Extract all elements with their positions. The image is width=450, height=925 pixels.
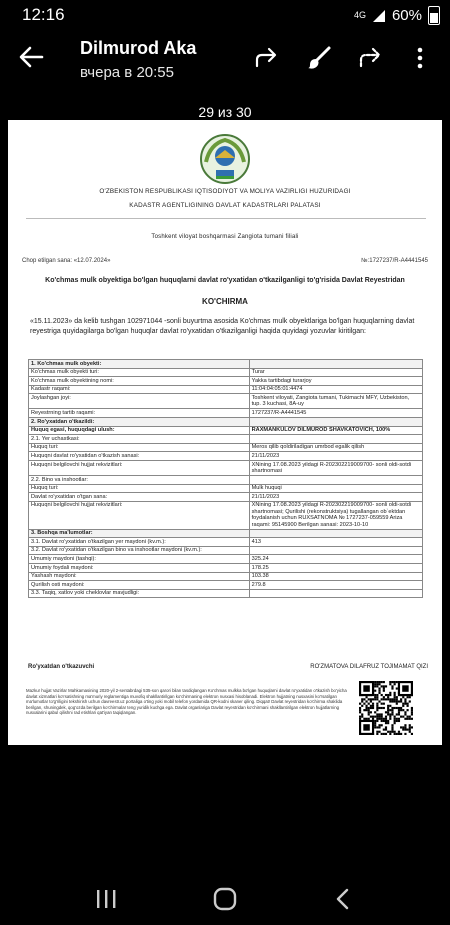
row-value <box>249 417 422 426</box>
table-row <box>29 443 423 452</box>
battery-icon <box>428 6 440 25</box>
nav-back-icon[interactable] <box>333 887 353 911</box>
navigation-bar <box>0 872 450 925</box>
row-value: Turar <box>249 368 422 377</box>
divider <box>26 218 426 219</box>
row-value: 325.24 <box>249 555 422 564</box>
table-row <box>29 529 423 538</box>
row-label: 3.1. Davlat ro'yxatidan o'tkazilgan yer maydoni (kv.m.): <box>29 538 250 547</box>
row-value: Meros qilib qoldiriladigan umrbod egalik qilish <box>249 443 422 452</box>
print-date: Chop etilgan sana: «12.07.2024» <box>22 258 111 264</box>
intro-paragraph: «15.11.2023» da kelib tushgan 102971044 -sonli buyurtma asosida Ko'chmas mulk obyektlariga bo'lgan huquqlarning davlat reyestriga quyidagilarga bo'lgan huquqlar davlat ro'yxatidan o'tkazilganligi haqida quyidagi yozuvlar kiritilgan: <box>30 318 415 335</box>
row-label: Qurilish osti maydoni: <box>29 581 250 590</box>
row-label: 1. Ko'chmas mulk obyekti: <box>29 360 250 369</box>
status-indicators <box>354 6 440 25</box>
sender-name: Dilmurod Aka <box>80 38 197 58</box>
row-value: 279.8 <box>249 581 422 590</box>
row-label: Ko'chmas mulk obyekti turi: <box>29 368 250 377</box>
sent-time: вчера в 20:55 <box>80 64 174 81</box>
row-label: 3. Boshqa ma'lumotlar: <box>29 529 250 538</box>
table-row <box>29 589 423 598</box>
row-value: RAXMANKULOV DILMUROD SHAVKATOVICH, 100% <box>249 426 422 435</box>
table-row <box>29 409 423 418</box>
row-value <box>249 589 422 598</box>
more-icon[interactable] <box>414 44 426 72</box>
recent-apps-icon[interactable] <box>94 888 118 910</box>
row-label: Umumiy maydoni (tashqi): <box>29 555 250 564</box>
row-label: 2.2. Bino va inshootlar: <box>29 475 250 484</box>
table-row <box>29 501 423 529</box>
row-value: XNining 17.08.2023 yildagi R-202302219009700- sonli oldi-sotdi shartnomasi; Qurilishi (rekonstruktsiya) tugallangan ob`ektdan foydalanish uchun RUXSATNOMA № 1727237-059559 Ariza raqami: 95145900 Berilgan sanasi: 2023-10-10 <box>249 501 422 529</box>
table-row <box>29 493 423 502</box>
status-bar <box>0 0 450 28</box>
table-row <box>29 417 423 426</box>
row-value: 21/11/2023 <box>249 452 422 461</box>
row-value: 11:04:04:05:01:4474 <box>249 385 422 394</box>
network-label: 4G <box>353 10 366 20</box>
branch-line: Toshkent viloyat boshqarmasi Zangiota tumani filiali <box>151 234 299 240</box>
table-row <box>29 563 423 572</box>
row-label: Ko'chmas mulk obyektining nomi: <box>29 377 250 386</box>
row-label: Yashash maydoni: <box>29 572 250 581</box>
row-label: Davlat ro'yxatidan o'tgan sana: <box>29 493 250 502</box>
row-label: Kadastr raqami: <box>29 385 250 394</box>
table-row <box>29 435 423 444</box>
row-value <box>249 546 422 555</box>
table-row <box>29 581 423 590</box>
table-row <box>29 475 423 484</box>
row-value: XNining 17.08.2023 yildagi R-202302219009700- sonli oldi-sotdi shartnomasi <box>249 460 422 475</box>
table-row <box>29 360 423 369</box>
row-label: Reyestrning tartib raqami: <box>29 409 250 418</box>
brush-icon[interactable] <box>305 44 333 72</box>
back-arrow-icon[interactable] <box>16 42 46 72</box>
document-number: №:1727237/R-A4441545 <box>361 258 428 264</box>
row-value: Mulk huquqi <box>249 484 422 493</box>
table-row <box>29 452 423 461</box>
row-value: 21/11/2023 <box>249 493 422 502</box>
document-heading: Ko'chmas mulk obyektiga bo'lgan huquqlarni davlat ro'yxatidan o'tkazilganligi to'g'risida Davlat Reyestridan <box>45 277 405 284</box>
row-label: 2.1. Yer uchastkasi: <box>29 435 250 444</box>
row-value: 1727237/R-A4441545 <box>249 409 422 418</box>
row-label: Huquq turi: <box>29 443 250 452</box>
table-row <box>29 538 423 547</box>
row-label: Huquq turi: <box>29 484 250 493</box>
row-label: Huquqni belgilovchi hujjat rekvizitlari: <box>29 460 250 475</box>
table-row <box>29 377 423 386</box>
row-label: 3.3. Taqiq, xatlov yoki cheklovlar mavjudligi: <box>29 589 250 598</box>
row-value: 413 <box>249 538 422 547</box>
table-row <box>29 546 423 555</box>
row-value <box>249 360 422 369</box>
registry-table <box>28 359 423 598</box>
qr-code-icon[interactable] <box>359 681 413 735</box>
table-row <box>29 385 423 394</box>
status-time: 12:16 <box>22 5 65 24</box>
row-value <box>249 475 422 484</box>
row-value: Toshkent viloyati, Zangiota tumani, Tukimachi MFY, Uzbekiston, tup. 3 kuchasi, 8A-uy <box>249 394 422 409</box>
ministry-line: O'ZBEKISTON RESPUBLIKASI IQTISODIYOT VA MOLIYA VAZIRLIGI HUZURIDAGI <box>99 188 351 195</box>
share-icon[interactable] <box>252 44 280 72</box>
row-label: 2. Ro'yxatdan o'tkazildi: <box>29 417 250 426</box>
row-label: Joylashgan joyi: <box>29 394 250 409</box>
row-label: 3.2. Davlat ro'yxatidan o'tkazilgan bino va inshootlar maydoni (kv.m.): <box>29 546 250 555</box>
forward-icon[interactable] <box>356 44 384 72</box>
document-title: KO'CHIRMA <box>202 297 248 306</box>
legal-footnote: Mazkur hujjat Vazirlar Mahkamasining 2020-yil 2-sentabrdagi 535-son qarori bilan tasdiqlangan Ko'chmas mulkka bo'lgan huquqlarni davlat ro'yxatidan o'tkazish bo'yicha davlat xizmatlari ko'rsatishning ma'muriy reglamentiga muvofiq shakllantirilgan ko'chirmaning elektron nusxasi hisoblanadi. Elektron hujjatning nusxasini ko'rsatilgan ma'lumotlar to'g'riligini tekshirish uchun davreestr.uz portaliga o'ting yoki mobil telefon yordamida QR-kodni skaner qiling. Diqqat! Davlat reyestridan ko'chirma shaklida berilgan, shuningdek, qog'ozda berilgan ko'chirmalar teng yuridik kuchga ega. Davlat organlariga Davlat reyestridan ko'chirmani shakllantirilgan elektron hujjatlarning nusxalarini qabul qilishni rad etishlari qat'iyan taqiqlangan. <box>26 688 347 716</box>
agency-line: KADASTR AGENTLIGINING DAVLAT KADASTRLARI PALATASI <box>129 202 321 209</box>
table-row <box>29 426 423 435</box>
battery-percent: 60% <box>391 7 422 24</box>
table-row <box>29 460 423 475</box>
row-label: Huquqni belgilovchi hujjat rekvizitlari: <box>29 501 250 529</box>
table-row <box>29 394 423 409</box>
row-value <box>249 435 422 444</box>
table-row <box>29 572 423 581</box>
app-bar <box>0 30 450 88</box>
row-label: Huquqni davlat ro'yxatidan o'tkazish sanasi: <box>29 452 250 461</box>
document-page[interactable] <box>8 120 442 745</box>
row-value <box>249 529 422 538</box>
table-row <box>29 555 423 564</box>
registrar-name: RO'ZMATOVA DILAFRUZ TOJIMAMAT QIZI <box>310 664 428 670</box>
signal-icon <box>372 9 386 23</box>
row-label: Umumiy foydali maydoni: <box>29 563 250 572</box>
registrar-label: Ro'yxatdan o'tkazuvchi <box>28 664 95 670</box>
row-value: 178.25 <box>249 563 422 572</box>
home-icon[interactable] <box>212 886 238 912</box>
row-value: Yakka tartibdagi turarjoy <box>249 377 422 386</box>
emblem-icon <box>196 132 254 186</box>
page-counter: 29 из 30 <box>198 104 252 120</box>
row-value: 103.38 <box>249 572 422 581</box>
table-row <box>29 368 423 377</box>
row-label: Huquq egasi, huquqdagi ulush: <box>29 426 250 435</box>
table-row <box>29 484 423 493</box>
